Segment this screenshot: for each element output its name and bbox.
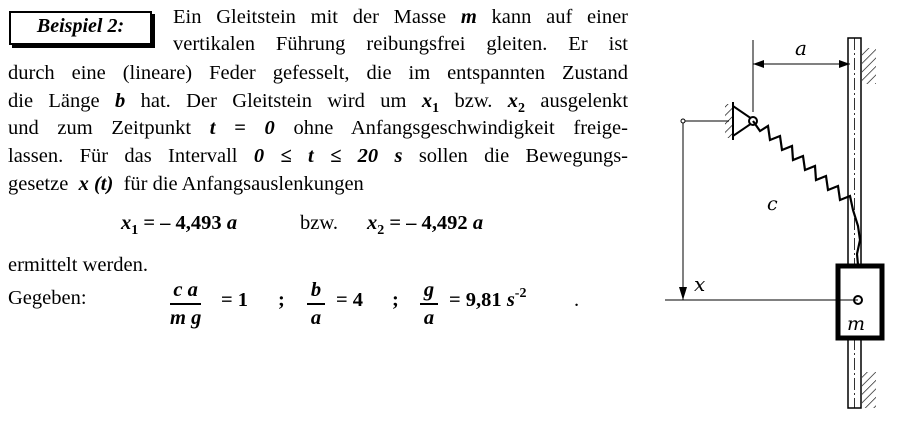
paragraph-line-2: vertikalen Führung reibungsfrei gleiten. Er ist [173,33,628,55]
symbol-t-zero: t = 0 [209,117,275,139]
label-m: m [847,313,866,335]
dimension-a [753,36,850,112]
given-end-period: . [574,289,580,311]
symbol-m: m [460,6,477,28]
vertical-guide [848,38,861,408]
connector-bzw: bzw. [300,212,338,234]
label-x: x [694,272,706,296]
fraction-g-a-value: = 9,81 $s^{-2}$ [449,286,527,311]
fraction-g-over-a: g a [420,278,438,330]
paragraph-line-5: und zum Zeitpunkt t = 0 ohne Anfangsgeschwindigkeit freige- [8,117,628,139]
paragraph-line-3: durch eine (lineare) Feder gefesselt, die im entspannten Zustand [8,62,628,84]
symbol-b: b [115,90,126,112]
symbol-x1: $x_1$ [421,90,440,116]
wall-hatch-top [862,48,876,84]
wall-hatch-bottom [862,372,876,408]
fraction-b-a-value: = 4 [336,289,364,311]
paragraph-line-4: die Länge b hat. Der Gleitstein wird um $x_1$ bzw. $x_2$ ausgelenkt [8,90,629,116]
initial-condition-x2: $x_2$ = – 4,492 a [367,212,484,238]
slider-block [838,266,882,338]
symbol-x-of-t: x (t) [78,173,114,195]
fixed-support [725,102,757,140]
label-c: c [767,193,778,215]
symbol-x2: $x_2$ [507,90,526,116]
paragraph-line-1: Ein Gleitstein mit der Masse m kann auf einer [173,6,629,28]
line-after: ermittelt werden. [8,254,149,276]
initial-condition-x1: $x_1$ = – 4,493 a [121,212,238,238]
fraction-ca-over-mg: c a m g [170,279,202,329]
label-a: a [795,36,807,60]
given-label: Gegeben: [8,287,87,309]
paragraph-line-7: gesetze x (t) für die Anfangsauslenkungen [8,173,364,195]
separator-1: ; [278,289,285,311]
separator-2: ; [392,289,399,311]
interval: 0 ≤ t ≤ 20 s [253,145,403,167]
example-label-text: Beispiel 2: [36,15,125,37]
paragraph-line-6: lassen. Für das Intervall 0 ≤ t ≤ 20 s sollen die Bewegungs- [8,145,629,167]
dimension-x [665,123,858,300]
fraction-ca-mg-value: = 1 [221,289,249,311]
fraction-b-over-a: b a [307,278,325,330]
